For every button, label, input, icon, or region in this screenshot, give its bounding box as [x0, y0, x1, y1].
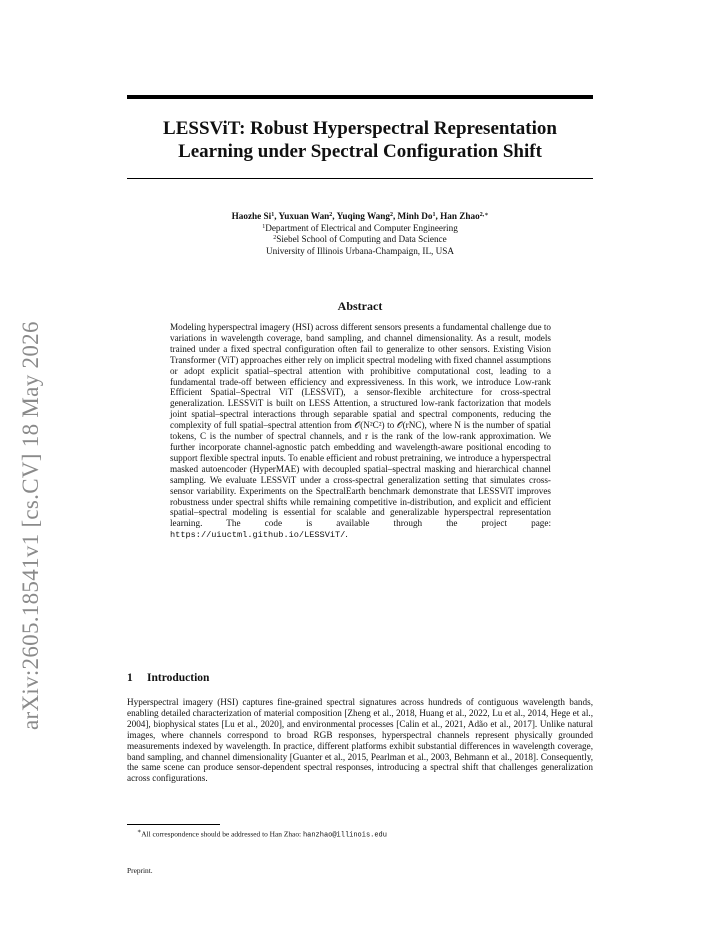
affiliation-mark: 1: [262, 223, 266, 230]
footnote-text: All correspondence should be addressed to Han Zhao:: [141, 829, 302, 839]
affiliation-1: [127, 223, 593, 235]
author-name: Yuqing Wang: [336, 211, 390, 221]
paper-title: [127, 117, 593, 163]
author-affiliation-mark: 1: [271, 212, 275, 218]
footnote-mark: ∗: [137, 829, 142, 835]
abstract-text: Modeling hyperspectral imagery (HSI) across different sensors presents a fundamental challenge due to variations in wavelength coverage, band sampling, and channel dimensionality. As a result, models trained under a fixed spectral configuration often fail to generalize to other sensors. Existing Vision Transformer (ViT) approaches either rely on implicit spectral modeling with fixed channel assumptions or adopt explicit spatial–spectral attention with prohibitive computational cost, leading to a fundamental trade-off between efficiency and expressiveness. In this work, we introduce Low-rank Efficient Spatial–Spectral ViT (LESSViT), a sensor-flexible architecture for cross-spectral generalization. LESSViT is built on LESS Attention, a structured low-rank factorization that models joint spatial–spectral interactions through separable spatial and spectral components, reducing the complexity of full spatial–spectral attention from 𝒪(N²C²) to 𝒪(rNC), where N is the number of spatial tokens, C is the number of spectral channels, and r is the rank of the low-rank approximation. We further incorporate channel-agnostic patch embedding and wavelength-aware positional encoding to support flexible spectral inputs. To enable efficient and robust pretraining, we introduce a hyperspectral masked autoencoder (HyperMAE) with decoupled spatial–spectral masking and hierarchical channel sampling. We evaluate LESSViT under a cross-spectral generalization setting that simulates cross-sensor variability. Experiments on the SpectralEarth benchmark demonstrate that LESSViT improves robustness under spectral shifts while remaining competitive in-distribution, and explicit and efficient spatial–spectral modeling is essential for scalable and generalizable hyperspectral representation learning. The code is available through the project page:: [170, 322, 551, 529]
affiliation-mark: 2: [273, 235, 277, 242]
abstract-url-suffix: .: [345, 529, 348, 540]
footnote: [137, 828, 593, 840]
footnote-rule: [127, 824, 220, 825]
section-heading-introduction: [127, 672, 593, 684]
author-affiliation-mark: 2: [389, 212, 393, 218]
title-line-1: LESSViT: Robust Hyperspectral Representation: [163, 118, 557, 139]
title-rule-bottom: [127, 178, 593, 179]
institution: University of Illinois Urbana-Champaign, IL, USA: [265, 245, 455, 256]
author-name: Han Zhao: [440, 211, 480, 221]
title-line-2: Learning under Spectral Configuration Shift: [178, 141, 542, 162]
preprint-label: Preprint.: [127, 866, 153, 875]
author-name: Minh Do: [397, 211, 433, 221]
abstract-heading: Abstract: [337, 299, 383, 313]
author-name: Yuxuan Wan: [278, 211, 330, 221]
footnote-email-link[interactable]: hanzhao@illinois.edu: [302, 831, 387, 840]
introduction-paragraph: Hyperspectral imagery (HSI) captures fine-grained spectral signatures across hundreds of contiguous wavelength bands, enabling detailed characterization of material composition [Zheng et al., 2018, Huang et al., 2022, Lu et al., 2014, Hege et al., 2004], biophysical states [Lu et al., 2020], and environmental processes [Calin et al., 2021, Adão et al., 2017]. Unlike natural images, where channels correspond to broad RGB responses, hyperspectral channels represent physically grounded measurements indexed by wavelength. In practice, different platforms exhibit substantial differences in wavelength coverage, band sampling, and channel dimensionality [Guanter et al., 2015, Pearlman et al., 2003, Behmann et al., 2018]. Consequently, the same scene can produce sensor-dependent spectral responses, introducing a spectral shift that challenges generalization across configurations.: [127, 697, 593, 784]
arxiv-identifier-stamp: arXiv:2605.18541v1 [cs.CV] 18 May 2026: [18, 321, 43, 730]
author-names: Haozhe Si$^1$, Yuxuan Wan$^2$, Yuqing Wang$^2$, Minh Do$^1$, Han Zhao$^{2,∗}$: [231, 211, 489, 221]
author-name: Haozhe Si: [231, 211, 272, 221]
affiliation-2: [127, 234, 593, 246]
author-affiliation-mark: 1: [432, 212, 436, 218]
section-title: Introduction: [147, 672, 210, 684]
affiliation-text: Siebel School of Computing and Data Science: [276, 234, 447, 245]
author-block: [127, 211, 593, 257]
section-number: 1: [127, 672, 133, 684]
affiliation-text: Department of Electrical and Computer Engineering: [265, 222, 458, 233]
abstract-body: [170, 322, 551, 541]
project-page-link[interactable]: https://uiuctml.github.io/LESSViT/: [170, 530, 346, 541]
author-affiliation-mark: 2,∗: [479, 212, 489, 218]
author-affiliation-mark: 2: [329, 212, 333, 218]
title-rule-top: [127, 95, 593, 99]
